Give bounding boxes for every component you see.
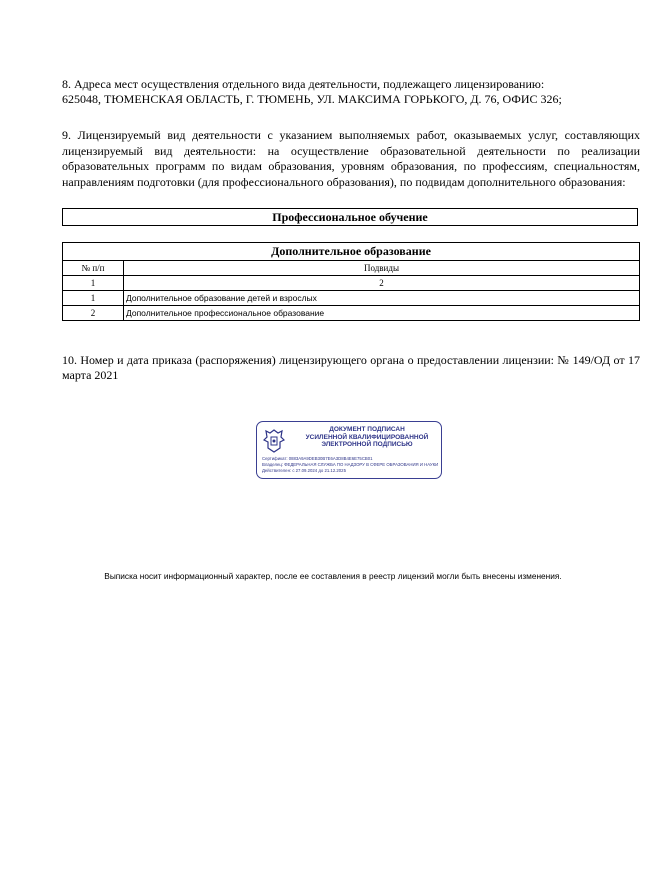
table-row: [63, 291, 640, 306]
section-8: [62, 77, 640, 107]
stamp-title-line: УСИЛЕННОЙ КВАЛИФИЦИРОВАННОЙ: [305, 433, 429, 441]
section-9-text: 9. Лицензируемый вид деятельности с указанием выполняемых работ, оказываемых услуг, составляющих лицензируемый вид деятельности: на осуществление образовательной деятельности по реализации образовательных программ по видам образования, уровням образования, по профессиям, специальностям, направлениям подготовки (для профессионального образования), по подвидам дополнительного образования:: [62, 128, 640, 189]
professional-training-box: Профессиональное обучение: [62, 208, 638, 226]
stamp-title-line: ЭЛЕКТРОННОЙ ПОДПИСЬЮ: [321, 441, 413, 448]
header-subtype: Подвиды: [124, 261, 640, 276]
section-8-heading: 8. Адреса мест осуществления отдельного вида деятельности, подлежащего лицензированию:: [62, 77, 545, 91]
index-subtype: 2: [124, 276, 640, 291]
section-8-address: 625048, ТЮМЕНСКАЯ ОБЛАСТЬ, Г. ТЮМЕНЬ, УЛ. МАКСИМА ГОРЬКОГО, Д. 76, ОФИС 326;: [62, 92, 562, 106]
header-num: № п/п: [63, 261, 124, 276]
stamp-title: [297, 426, 437, 449]
table-header-row: [63, 261, 640, 276]
row-subtype: Дополнительное образование детей и взрослых: [124, 291, 640, 306]
table-title-row: [63, 243, 640, 261]
table-title: Дополнительное образование: [63, 243, 640, 261]
stamp-certificate: Сертификат: 0883A9A9DEB30B7E6A3D8B4E6E75CB01: [262, 456, 373, 461]
stamp-title-line: ДОКУМЕНТ ПОДПИСАН: [329, 426, 405, 433]
index-num: 1: [63, 276, 124, 291]
row-subtype: Дополнительное профессиональное образование: [124, 306, 640, 321]
stamp-validity: Действителен: с 27.09.2024 до 21.12.2025: [262, 468, 346, 473]
stamp-owner: Владелец: ФЕДЕРАЛЬНАЯ СЛУЖБА ПО НАДЗОРУ В СФЕРЕ ОБРАЗОВАНИЯ И НАУКИ: [262, 462, 439, 467]
additional-education-table: [62, 242, 640, 321]
electronic-signature-stamp: [256, 421, 442, 479]
footer-note: Выписка носит информационный характер, после ее составления в реестр лицензий могли быть внесены изменения.: [104, 571, 562, 581]
coat-of-arms-icon: [263, 428, 285, 454]
row-num: 1: [63, 291, 124, 306]
table-index-row: [63, 276, 640, 291]
table-row: [63, 306, 640, 321]
section-10-text: 10. Номер и дата приказа (распоряжения) лицензирующего органа о предоставлении лицензии: № 149/ОД от 17 марта 2021: [62, 353, 640, 382]
row-num: 2: [63, 306, 124, 321]
